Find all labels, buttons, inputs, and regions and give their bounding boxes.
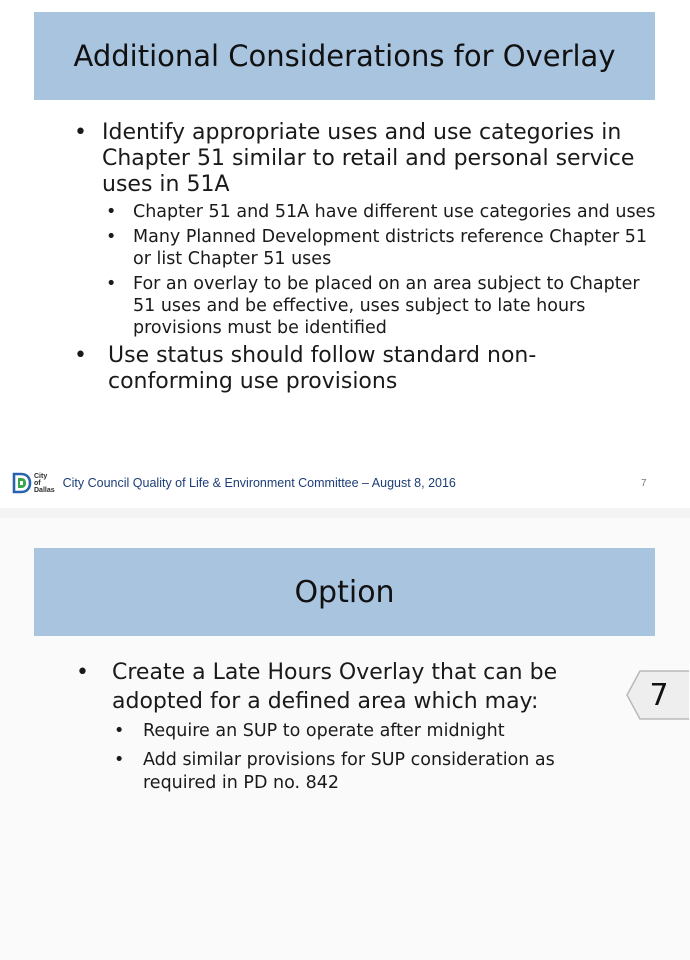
page-tab: [626, 670, 690, 720]
sub-bullet-item: [102, 273, 656, 339]
slide-title-text: Additional Considerations for Overlay: [73, 39, 616, 73]
logo-word: City: [34, 472, 48, 480]
bullet-item: [66, 120, 656, 339]
logo-word: of: [34, 479, 41, 487]
bullet-text: Create a Late Hours Overlay that can be adopted for a defined area which may:: [112, 660, 558, 714]
sub-bullet-text: Require an SUP to operate after midnight: [143, 721, 505, 741]
bullet-text: Identify appropriate uses and use categories in Chapter 51 similar to retail and personal service uses in 51A: [102, 120, 635, 197]
sub-bullet-text: Add similar provisions for SUP consideration as required in PD no. 842: [143, 750, 555, 793]
page-number: 7: [641, 478, 647, 489]
slide-title: [34, 548, 655, 636]
bullet-text: Use status should follow standard non-conforming use provisions: [108, 343, 537, 394]
bullet-item: [66, 343, 656, 395]
dallas-d-icon: [12, 472, 32, 494]
page-tab-number: 7: [649, 677, 669, 713]
slide-footer: [12, 470, 456, 496]
sub-bullet-list: [110, 720, 608, 795]
bullet-list: [68, 658, 608, 799]
sub-bullet-item: [102, 226, 656, 270]
slide-2: [0, 518, 690, 960]
logo-wordmark: [34, 473, 55, 494]
sub-bullet-list: [102, 201, 656, 339]
bullet-list: [66, 120, 656, 395]
sub-bullet-item: [102, 201, 656, 223]
sub-bullet-item: [110, 720, 608, 743]
sub-bullet-item: [110, 749, 608, 795]
city-of-dallas-logo: [12, 472, 55, 494]
slide-title-text: Option: [294, 574, 395, 610]
sub-bullet-text: Many Planned Development districts reference Chapter 51 or list Chapter 51 uses: [133, 227, 648, 269]
logo-word: Dallas: [34, 486, 55, 494]
bullet-item: [68, 658, 608, 795]
sub-bullet-text: Chapter 51 and 51A have different use categories and uses: [133, 202, 656, 222]
footer-text: City Council Quality of Life & Environment Committee – August 8, 2016: [62, 476, 456, 490]
slide-title: [34, 12, 655, 100]
sub-bullet-text: For an overlay to be placed on an area subject to Chapter 51 uses and be effective, uses subject to late hours provisions must be identified: [133, 274, 640, 338]
